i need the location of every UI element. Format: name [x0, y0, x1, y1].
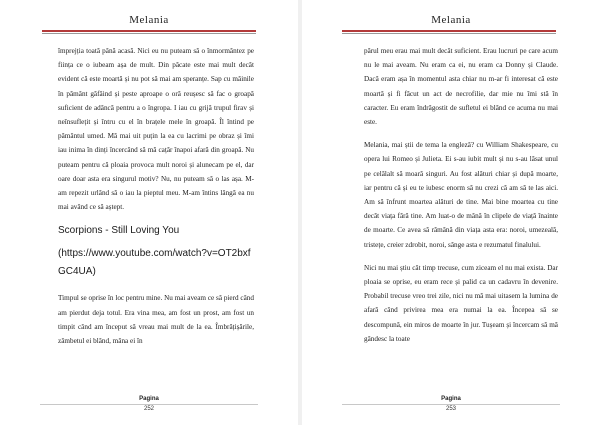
page-number: 252: [143, 406, 154, 412]
paragraph: Timpul se oprise în loc pentru mine. Nu mai aveam ce să pierd când am pierdut deja totul. Era vina mea, am fost un prost, am fost un timpit când am început să vreau mai mult de la ea. Îmbrățișările, zâmbetul ei blând, mâna ei în: [58, 294, 254, 346]
paragraph: Nici nu mai știu cât timp trecuse, cum ziceam el nu mai exista. Dar ploaia se oprise, eu eram rece și palid ca un cadavru în devenire. Probabil trecuse vreo trei zile, nici nu mă mai uitasem la lumina de afară când privirea mea era numai la ea. Începea să se descompună, ein miros de moarte în jur. Tușeam și încercam să mă gândesc la toate: [364, 263, 558, 343]
header-rule-gray: [42, 33, 256, 34]
footer-label: Pagina: [139, 396, 159, 402]
paragraph: împrejția toată până acasă. Nici eu nu puteam să o înmormântez pe ființa ce o iubeam așa de mult. Din păcate este mai mult decât evident că este moartă și nu pot să mai am speranțe. Sap cu mâinile în pământ găfâind și peste aproape o oră reușesc să fac o groapă suficient de adâncă pentru a o îngropa. I iau cu grijă trupul firav și neînsuflețit și întru cu el în brațele mele în groapă. Îl întind pe pământul umed. Mă mai uit puțin la ea cu lacrimi pe obraz și îmi iau inima în dinți încercând să mă cațăr înapoi afară din groapă. Nu puteam pentru că ploaia provoca mult noroi și alunecam pe el, dar oare doar asta era singurul motiv? Nu, nu puteam să o las așa. M-am repezit urlând să o iau la pieptul meu. M-am întins lângă ea nu mai având ce să aștept.: [58, 47, 254, 212]
paragraph: Melania, mai știi de tema la englezâ? cu William Shakespeare, cu opera lui Romeo și Julieta. Ei s-au iubit mult și nu s-au lăsat unul pe celălalt să moară singuri. Au fost alături chiar și după moarte, iar pentru că și eu te iubesc enorm să nu crezi că am să te las aici. Am să înfrunt moartea alături de tine. Mai bine moartea cu tine decât viața fără tine. Am luat-o de mână în clipele de viață înainte de moarte. Ce avea să rămână din viața asta era: noroi, umezeală, tristețe, creier zdrobit, noroi, sânge asta e rezumatul finalului.: [364, 141, 558, 249]
header-rule-gray: [342, 33, 556, 34]
footer-rule: [40, 404, 258, 405]
header-rule-red: [342, 30, 556, 32]
footer-label: Pagina: [441, 396, 461, 402]
right-page: [302, 0, 600, 425]
left-page-body: [58, 44, 254, 357]
paragraph: părul meu erau mai mult decât suficient. Erau lucruri pe care acum nu le mai aveam. Nu eram ca ei, nu eram ca Donny și Claude. Dacă eram așa în momentul asta chiar nu m-ar fi interesat că este moartă și fi făcut un act de necrofilie, dar mie nu îmi stă în caracter. Eu eram îndrăgostit de sufletul ei blând ce acuma nu mai este.: [364, 47, 558, 127]
right-page-body: [364, 44, 558, 355]
page-number: 253: [445, 406, 456, 412]
running-header: Melania: [431, 14, 471, 26]
left-page: [0, 0, 298, 425]
running-header: Melania: [129, 14, 169, 26]
song-link[interactable]: (https://www.youtube.com/watch?v=OT2bxfGC4UA): [58, 248, 251, 278]
header-rule-red: [42, 30, 256, 32]
footer-rule: [342, 404, 560, 405]
song-title: Scorpions - Still Loving You: [58, 225, 180, 237]
